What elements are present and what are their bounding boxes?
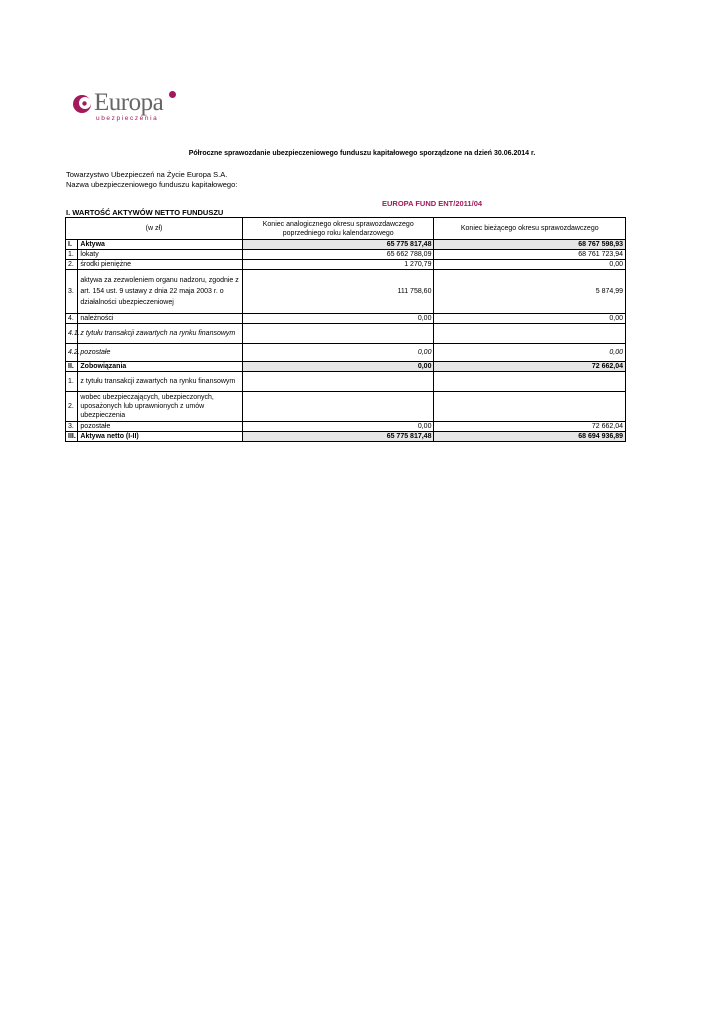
section-title: I. WARTOŚĆ AKTYWÓW NETTO FUNDUSZU	[66, 208, 224, 217]
prev-value: 0,00	[242, 362, 433, 372]
curr-value	[434, 392, 626, 422]
prev-value: 65 775 817,48	[242, 240, 433, 250]
row-number: 4.	[66, 314, 78, 324]
row-label: środki pieniężne	[78, 260, 243, 270]
row-number: II.	[66, 362, 78, 372]
table-row	[66, 260, 626, 270]
row-number: 2.	[66, 392, 78, 422]
curr-value	[434, 372, 626, 392]
table-row	[66, 240, 626, 250]
net-asset-value-table	[65, 217, 626, 442]
row-label: z tytułu transakcji zawartych na rynku finansowym	[78, 324, 243, 344]
table-row	[66, 422, 626, 432]
row-label: pozostałe	[78, 422, 243, 432]
fund-name-label: Nazwa ubezpieczeniowego funduszu kapitałowego:	[66, 180, 238, 189]
prev-value: 65 775 817,48	[242, 432, 433, 442]
curr-value: 72 662,04	[434, 422, 626, 432]
row-number: 1.	[66, 250, 78, 260]
prev-value: 0,00	[242, 422, 433, 432]
prev-value: 0,00	[242, 344, 433, 362]
row-label: Aktywa netto (I-II)	[78, 432, 243, 442]
row-number: 4.1.	[66, 324, 78, 344]
europa-logo-mark-icon	[72, 94, 92, 114]
row-label: z tytułu transakcji zawartych na rynku finansowym	[78, 372, 243, 392]
table-row	[66, 344, 626, 362]
prev-value: 65 662 788,09	[242, 250, 433, 260]
row-number: 4.2.	[66, 344, 78, 362]
table-row	[66, 324, 626, 344]
table-row	[66, 392, 626, 422]
table-row	[66, 270, 626, 314]
company-name: Towarzystwo Ubezpieczeń na Życie Europa S.A.	[66, 170, 228, 179]
row-number: 3.	[66, 270, 78, 314]
table-header-row	[66, 218, 626, 240]
curr-value: 0,00	[434, 260, 626, 270]
prev-period-header: Koniec analogicznego okresu sprawozdawczego poprzedniego roku kalendarzowego	[242, 218, 433, 240]
prev-value: 0,00	[242, 314, 433, 324]
row-label: należności	[78, 314, 243, 324]
table-row	[66, 314, 626, 324]
row-number: III.	[66, 432, 78, 442]
row-label: wobec ubezpieczających, ubezpieczonych, uposażonych lub uprawnionych z umów ubezpieczenia	[78, 392, 243, 422]
row-label: pozostałe	[78, 344, 243, 362]
logo-brand: Europa	[94, 89, 164, 116]
prev-value	[242, 324, 433, 344]
row-label: aktywa za zezwoleniem organu nadzoru, zgodnie z art. 154 ust. 9 ustawy z dnia 22 maja 2003 r. o działalności ubezpieczeniowej	[78, 270, 243, 314]
row-number: 3.	[66, 422, 78, 432]
report-title: Półroczne sprawozdanie ubezpieczeniowego funduszu kapitałowego sporządzone na dzień 30.06.2014 r.	[188, 150, 536, 157]
row-label: Aktywa	[78, 240, 243, 250]
curr-value: 68 694 936,89	[434, 432, 626, 442]
row-number: 2.	[66, 260, 78, 270]
logo-subtitle: ubezpieczenia	[96, 115, 159, 122]
table-row	[66, 250, 626, 260]
curr-value: 68 761 723,94	[434, 250, 626, 260]
row-label: lokaty	[78, 250, 243, 260]
table-row	[66, 372, 626, 392]
europa-logo	[70, 88, 182, 124]
row-number: 1.	[66, 372, 78, 392]
prev-value: 111 758,60	[242, 270, 433, 314]
curr-value: 0,00	[434, 314, 626, 324]
unit-header: (w zł)	[66, 218, 243, 240]
logo-dot-icon	[169, 91, 176, 98]
curr-value: 72 662,04	[434, 362, 626, 372]
curr-value	[434, 324, 626, 344]
curr-period-header: Koniec bieżącego okresu sprawozdawczego	[434, 218, 626, 240]
prev-value	[242, 392, 433, 422]
curr-value: 5 874,99	[434, 270, 626, 314]
row-number: I.	[66, 240, 78, 250]
curr-value: 68 767 598,93	[434, 240, 626, 250]
fund-name: EUROPA FUND ENT/2011/04	[382, 199, 483, 208]
prev-value	[242, 372, 433, 392]
table-row	[66, 432, 626, 442]
curr-value: 0,00	[434, 344, 626, 362]
table-row	[66, 362, 626, 372]
row-label: Zobowiązania	[78, 362, 243, 372]
prev-value: 1 270,79	[242, 260, 433, 270]
